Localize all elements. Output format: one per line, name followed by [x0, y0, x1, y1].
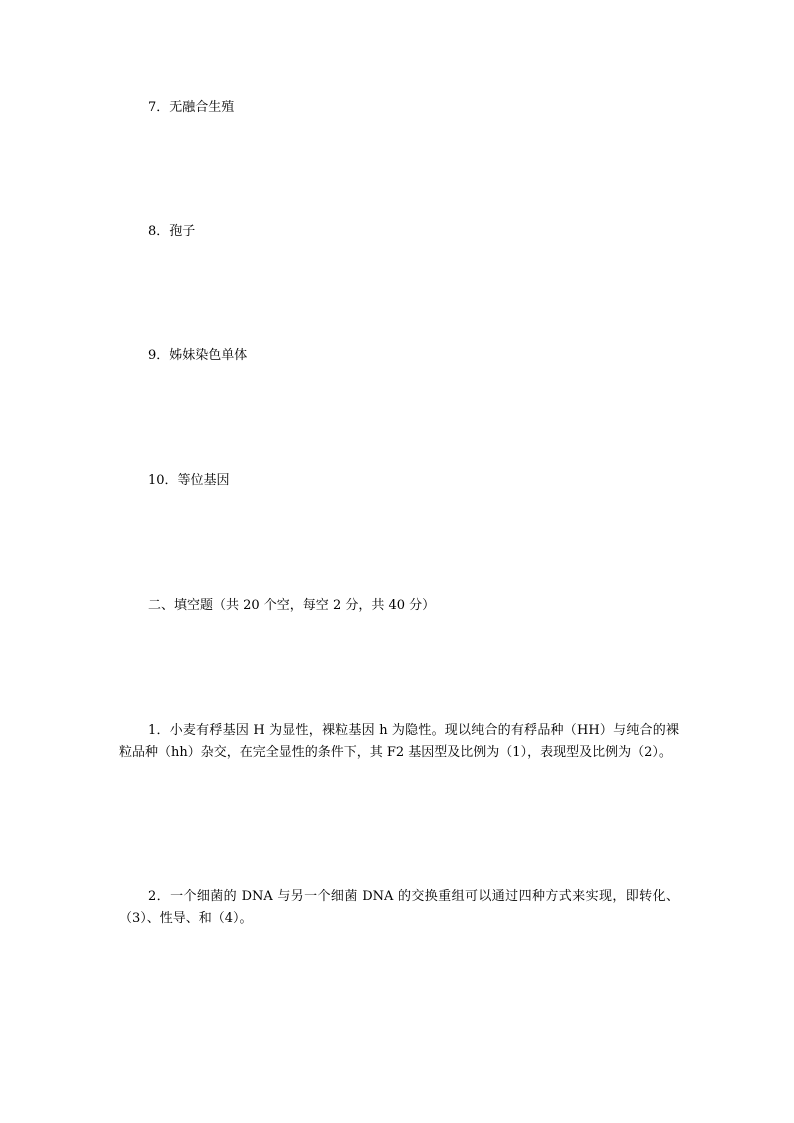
section-heading: 二、填空题（共 20 个空，每空 2 分，共 40 分） [148, 598, 436, 613]
question-1: 1．小麦有稃基因 H 为显性，裸粒基因 h 为隐性。现以纯合的有稃品种（HH）与纯合的裸粒品种（hh）杂交，在完全显性的条件下，其 F2 基因型及比例为（1），表现型及比例为（2）。 [119, 723, 679, 760]
question-2: 2．一个细菌的 DNA 与另一个细菌 DNA 的交换重组可以通过四种方式来实现，即转化、（3）、性导、和（4）。 [119, 889, 679, 926]
term-10: 10．等位基因 [148, 473, 230, 488]
term-7: 7．无融合生殖 [148, 100, 235, 115]
term-8: 8．孢子 [148, 224, 196, 239]
term-9: 9．姊妹染色单体 [148, 348, 248, 363]
